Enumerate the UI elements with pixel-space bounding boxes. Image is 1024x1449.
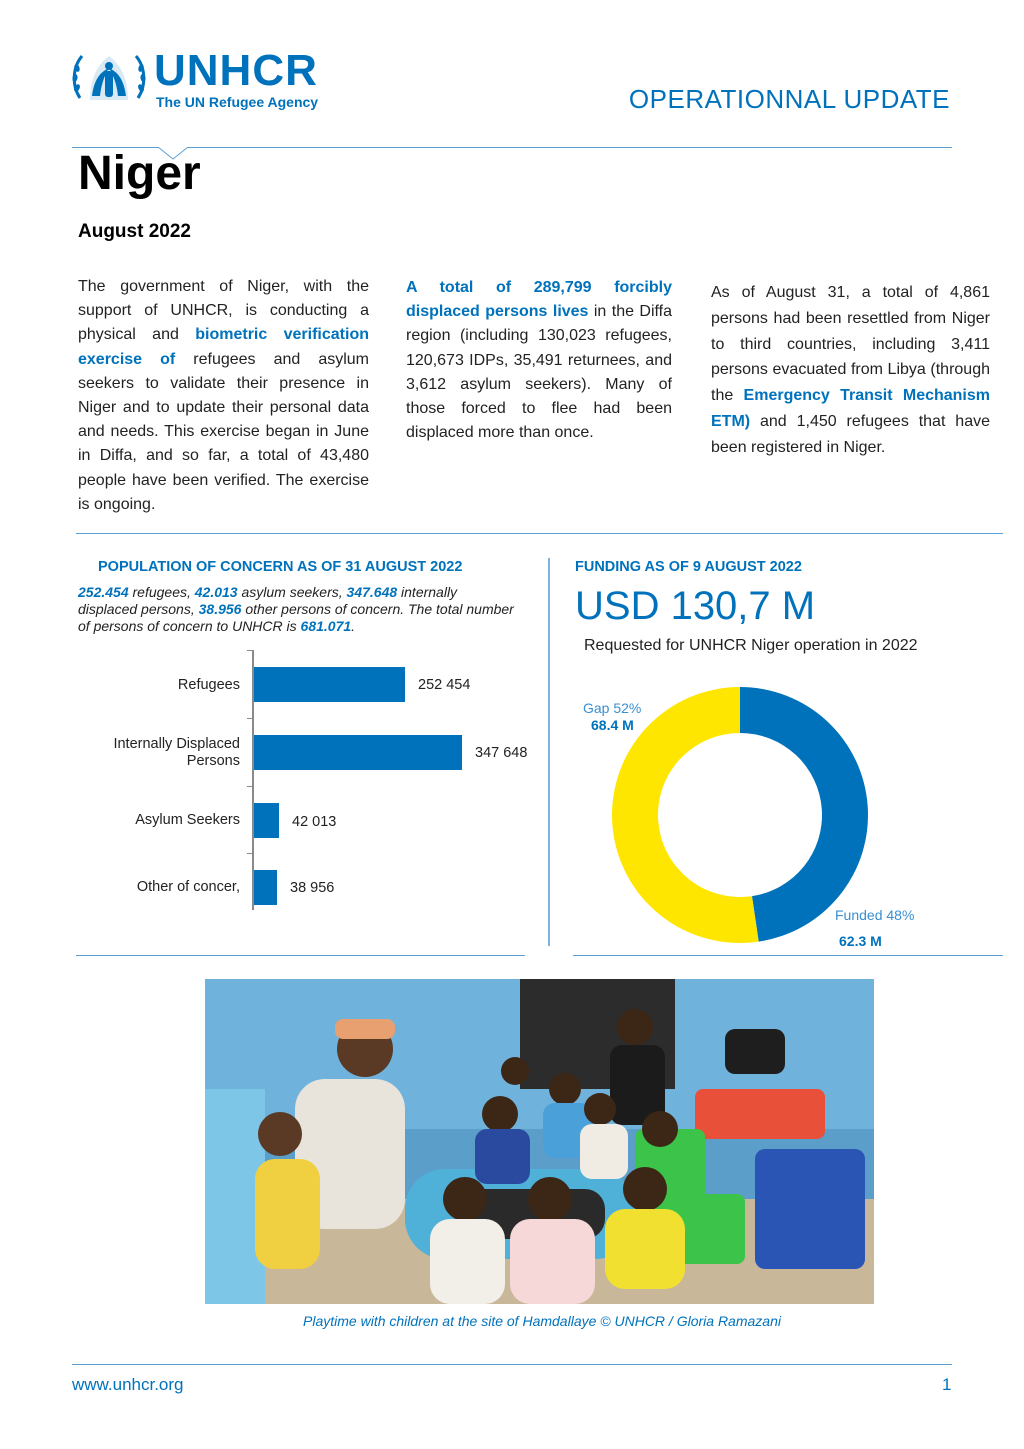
section-divider-right: [573, 955, 1003, 956]
page-title: Niger: [78, 147, 201, 200]
footer-divider: [72, 1364, 952, 1365]
population-summary: 252.454 refugees, 42.013 asylum seekers, 347.648 internally displaced persons, 38.956 other persons of concern. The total number of persons of concern to UNHCR is 681.071.: [78, 584, 514, 634]
axis-tick: [247, 853, 253, 854]
document-type: OPERATIONNAL UPDATE: [628, 84, 950, 114]
funded-label: Funded 48%: [835, 907, 915, 923]
axis-tick: [247, 650, 253, 651]
bar-refugees: [254, 667, 405, 702]
intro-column-2: A total of 289,799 forcibly displaced persons lives in the Diffa region (including 130,023 refugees, 120,673 IDPs, 35,491 returnees, and 3,612 asylum seekers). Many of those forced to flee had been displaced more than once.: [406, 279, 673, 442]
unhcr-logo: [70, 46, 350, 116]
funding-amount: USD 130,7 M: [575, 584, 816, 628]
donut-segment-gap: [612, 687, 759, 943]
funding-donut-chart: [610, 685, 870, 945]
donut-segment-funded: [740, 687, 868, 942]
gap-label: Gap 52%: [583, 700, 642, 716]
bar-value: 38 956: [290, 880, 335, 896]
section-divider-left: [76, 955, 525, 956]
intro-column-1: The government of Niger, with the support of UNHCR, is conducting a physical and biometric verification exercise of refugees and asylum seekers to validate their presence in Niger and to update their personal data and needs. This exercise began in June in Diffa, and so far, a total of 43,480 people have been verified. The exercise is ongoing.: [78, 278, 369, 513]
logo-name: UNHCR: [154, 46, 318, 95]
photo-caption: Playtime with children at the site of Hamdallaye © UNHCR / Gloria Ramazani: [303, 1313, 781, 1329]
section-divider: [76, 533, 1003, 534]
footer-url[interactable]: www.unhcr.org: [72, 1375, 184, 1394]
bar-label: Refugees: [177, 677, 240, 693]
children-playtime-photo: [205, 979, 874, 1304]
page-number: 1: [942, 1375, 952, 1394]
bar-value: 252 454: [418, 677, 471, 693]
bar-label: Asylum Seekers: [135, 812, 240, 828]
bar-other: [254, 870, 277, 905]
report-date: August 2022: [78, 221, 191, 242]
unhcr-emblem-icon: [70, 48, 148, 110]
population-heading: POPULATION OF CONCERN AS OF 31 AUGUST 2022: [98, 559, 463, 575]
bar-idps: [254, 735, 462, 770]
funding-requested-text: Requested for UNHCR Niger operation in 2022: [584, 637, 918, 654]
intro-column-3: As of August 31, a total of 4,861 persons had been resettled from Niger to third countries, including 3,411 persons evacuated from Libya (through the Emergency Transit Mechanism ETM) and 1,450 refugees that have been registered in Niger.: [711, 284, 991, 456]
logo-tagline: The UN Refugee Agency: [156, 94, 319, 110]
funded-amount: 62.3 M: [839, 933, 882, 949]
header-divider: [72, 147, 952, 148]
bar-value: 347 648: [475, 745, 528, 761]
axis-tick: [247, 718, 253, 719]
vertical-divider: [548, 558, 550, 946]
population-bar-chart: [78, 650, 538, 910]
bar-label: Other of concer,: [136, 879, 240, 895]
bar-asylum-seekers: [254, 803, 279, 838]
gap-amount: 68.4 M: [591, 717, 634, 733]
bar-label: Internally Displaced Persons: [113, 736, 240, 769]
bar-value: 42 013: [292, 814, 337, 830]
axis-tick: [247, 786, 253, 787]
funding-heading: FUNDING AS OF 9 AUGUST 2022: [575, 559, 802, 575]
